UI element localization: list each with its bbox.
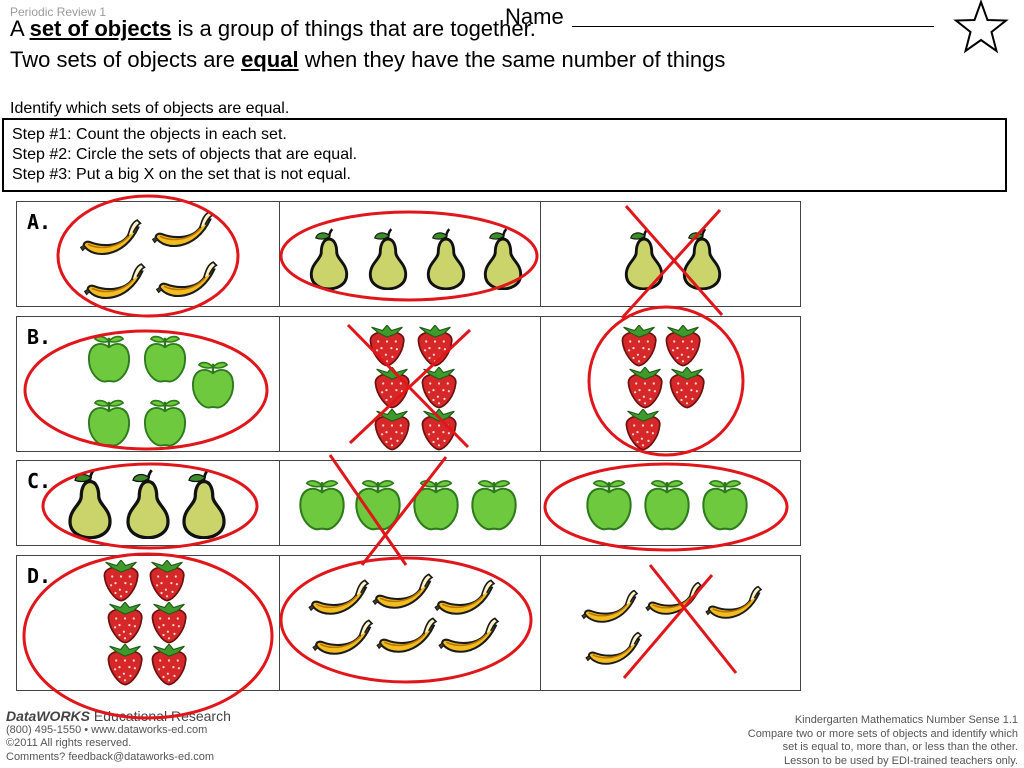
set-b3[interactable]	[540, 317, 803, 451]
set-c2[interactable]	[279, 461, 541, 545]
row-b	[16, 316, 801, 452]
step-1: Step #1: Count the objects in each set.	[12, 126, 287, 143]
set-d1[interactable]	[17, 556, 279, 690]
strawberry-icon	[413, 325, 457, 369]
pear-icon	[65, 469, 115, 539]
apple-icon	[699, 477, 751, 533]
step-2: Step #2: Circle the sets of objects that are equal.	[12, 146, 358, 163]
set-a1[interactable]	[17, 202, 279, 306]
strawberry-icon	[103, 602, 147, 646]
contact-info: (800) 495-1550 • www.dataworks-ed.com	[6, 723, 208, 736]
pear-icon	[179, 469, 229, 539]
banana-icon	[376, 616, 438, 658]
banana-icon	[645, 580, 703, 620]
set-a2[interactable]	[279, 202, 541, 306]
banana-icon	[372, 572, 434, 614]
set-d3[interactable]	[540, 556, 803, 690]
apple-icon	[296, 477, 348, 533]
strawberry-icon	[145, 560, 189, 604]
pear-icon	[423, 228, 469, 290]
banana-icon	[581, 588, 639, 628]
apple-icon	[141, 333, 189, 385]
banana-icon	[155, 260, 219, 302]
apple-icon	[189, 359, 237, 411]
apple-icon	[583, 477, 635, 533]
strawberry-icon	[621, 409, 665, 453]
copyright: ©2011 All rights reserved.	[6, 737, 132, 749]
strawberry-icon	[147, 602, 191, 646]
row-label: C.	[27, 469, 52, 493]
name-label: Name	[505, 4, 564, 29]
pear-icon	[480, 228, 526, 290]
apple-icon	[468, 477, 520, 533]
name-field-line[interactable]	[572, 26, 934, 27]
apple-icon	[85, 397, 133, 449]
row-label: A.	[27, 210, 52, 234]
strawberry-icon	[370, 409, 414, 453]
pear-icon	[679, 228, 725, 290]
set-a3[interactable]	[540, 202, 803, 306]
set-b1[interactable]	[17, 317, 279, 451]
strawberry-icon	[99, 560, 143, 604]
strawberry-icon	[103, 644, 147, 688]
apple-icon	[641, 477, 693, 533]
definition-equal: Two sets of objects are equal when they have the same number of things	[10, 47, 726, 72]
banana-icon	[83, 262, 147, 304]
set-c3[interactable]	[540, 461, 803, 545]
strawberry-icon	[623, 367, 667, 411]
strawberry-icon	[665, 367, 709, 411]
footer-standard: Kindergarten Mathematics Number Sense 1.1 Compare two or more sets of objects and identify which set is equal to, more than, or less than the other. Lesson to be used by EDI-trained teachers only.	[747, 714, 1018, 767]
set-c1[interactable]	[17, 461, 279, 545]
definition-set: A set of objects is a group of things that are together.	[10, 16, 536, 41]
apple-icon	[141, 397, 189, 449]
banana-icon	[438, 616, 500, 658]
pear-icon	[621, 228, 667, 290]
strawberry-icon	[417, 367, 461, 411]
row-label: B.	[27, 325, 52, 349]
strawberry-icon	[370, 367, 414, 411]
row-d	[16, 555, 801, 691]
apple-icon	[410, 477, 462, 533]
banana-icon	[312, 618, 374, 660]
banana-icon	[79, 218, 143, 260]
strawberry-icon	[365, 325, 409, 369]
review-title: Periodic Review 1	[10, 5, 107, 19]
set-b2[interactable]	[279, 317, 541, 451]
pear-icon	[123, 469, 173, 539]
row-label: D.	[27, 564, 52, 588]
apple-icon	[85, 333, 133, 385]
row-c	[16, 460, 801, 546]
steps-box	[2, 118, 1007, 192]
row-a	[16, 201, 801, 307]
strawberry-icon	[147, 644, 191, 688]
feedback-email[interactable]: Comments? feedback@dataworks-ed.com	[6, 750, 215, 763]
brand-name: DataWORKS	[6, 708, 91, 724]
instruction: Identify which sets of objects are equal.	[10, 100, 290, 117]
step-3: Step #3: Put a big X on the set that is not equal.	[12, 166, 351, 183]
pear-icon	[306, 228, 352, 290]
banana-icon	[434, 578, 496, 620]
footer-publisher: DataWORKS Educational Research (800) 495-1550 • www.dataworks-ed.com ©2011 All rights reserved. Comments? feedback@dataworks-ed.com	[6, 708, 231, 763]
strawberry-icon	[661, 325, 705, 369]
strawberry-icon	[617, 325, 661, 369]
banana-icon	[308, 578, 370, 620]
banana-icon	[585, 630, 643, 670]
apple-icon	[352, 477, 404, 533]
banana-icon	[705, 584, 763, 624]
strawberry-icon	[417, 409, 461, 453]
pear-icon	[365, 228, 411, 290]
star-icon	[952, 0, 1010, 54]
banana-icon	[151, 210, 215, 252]
set-d2[interactable]	[279, 556, 541, 690]
